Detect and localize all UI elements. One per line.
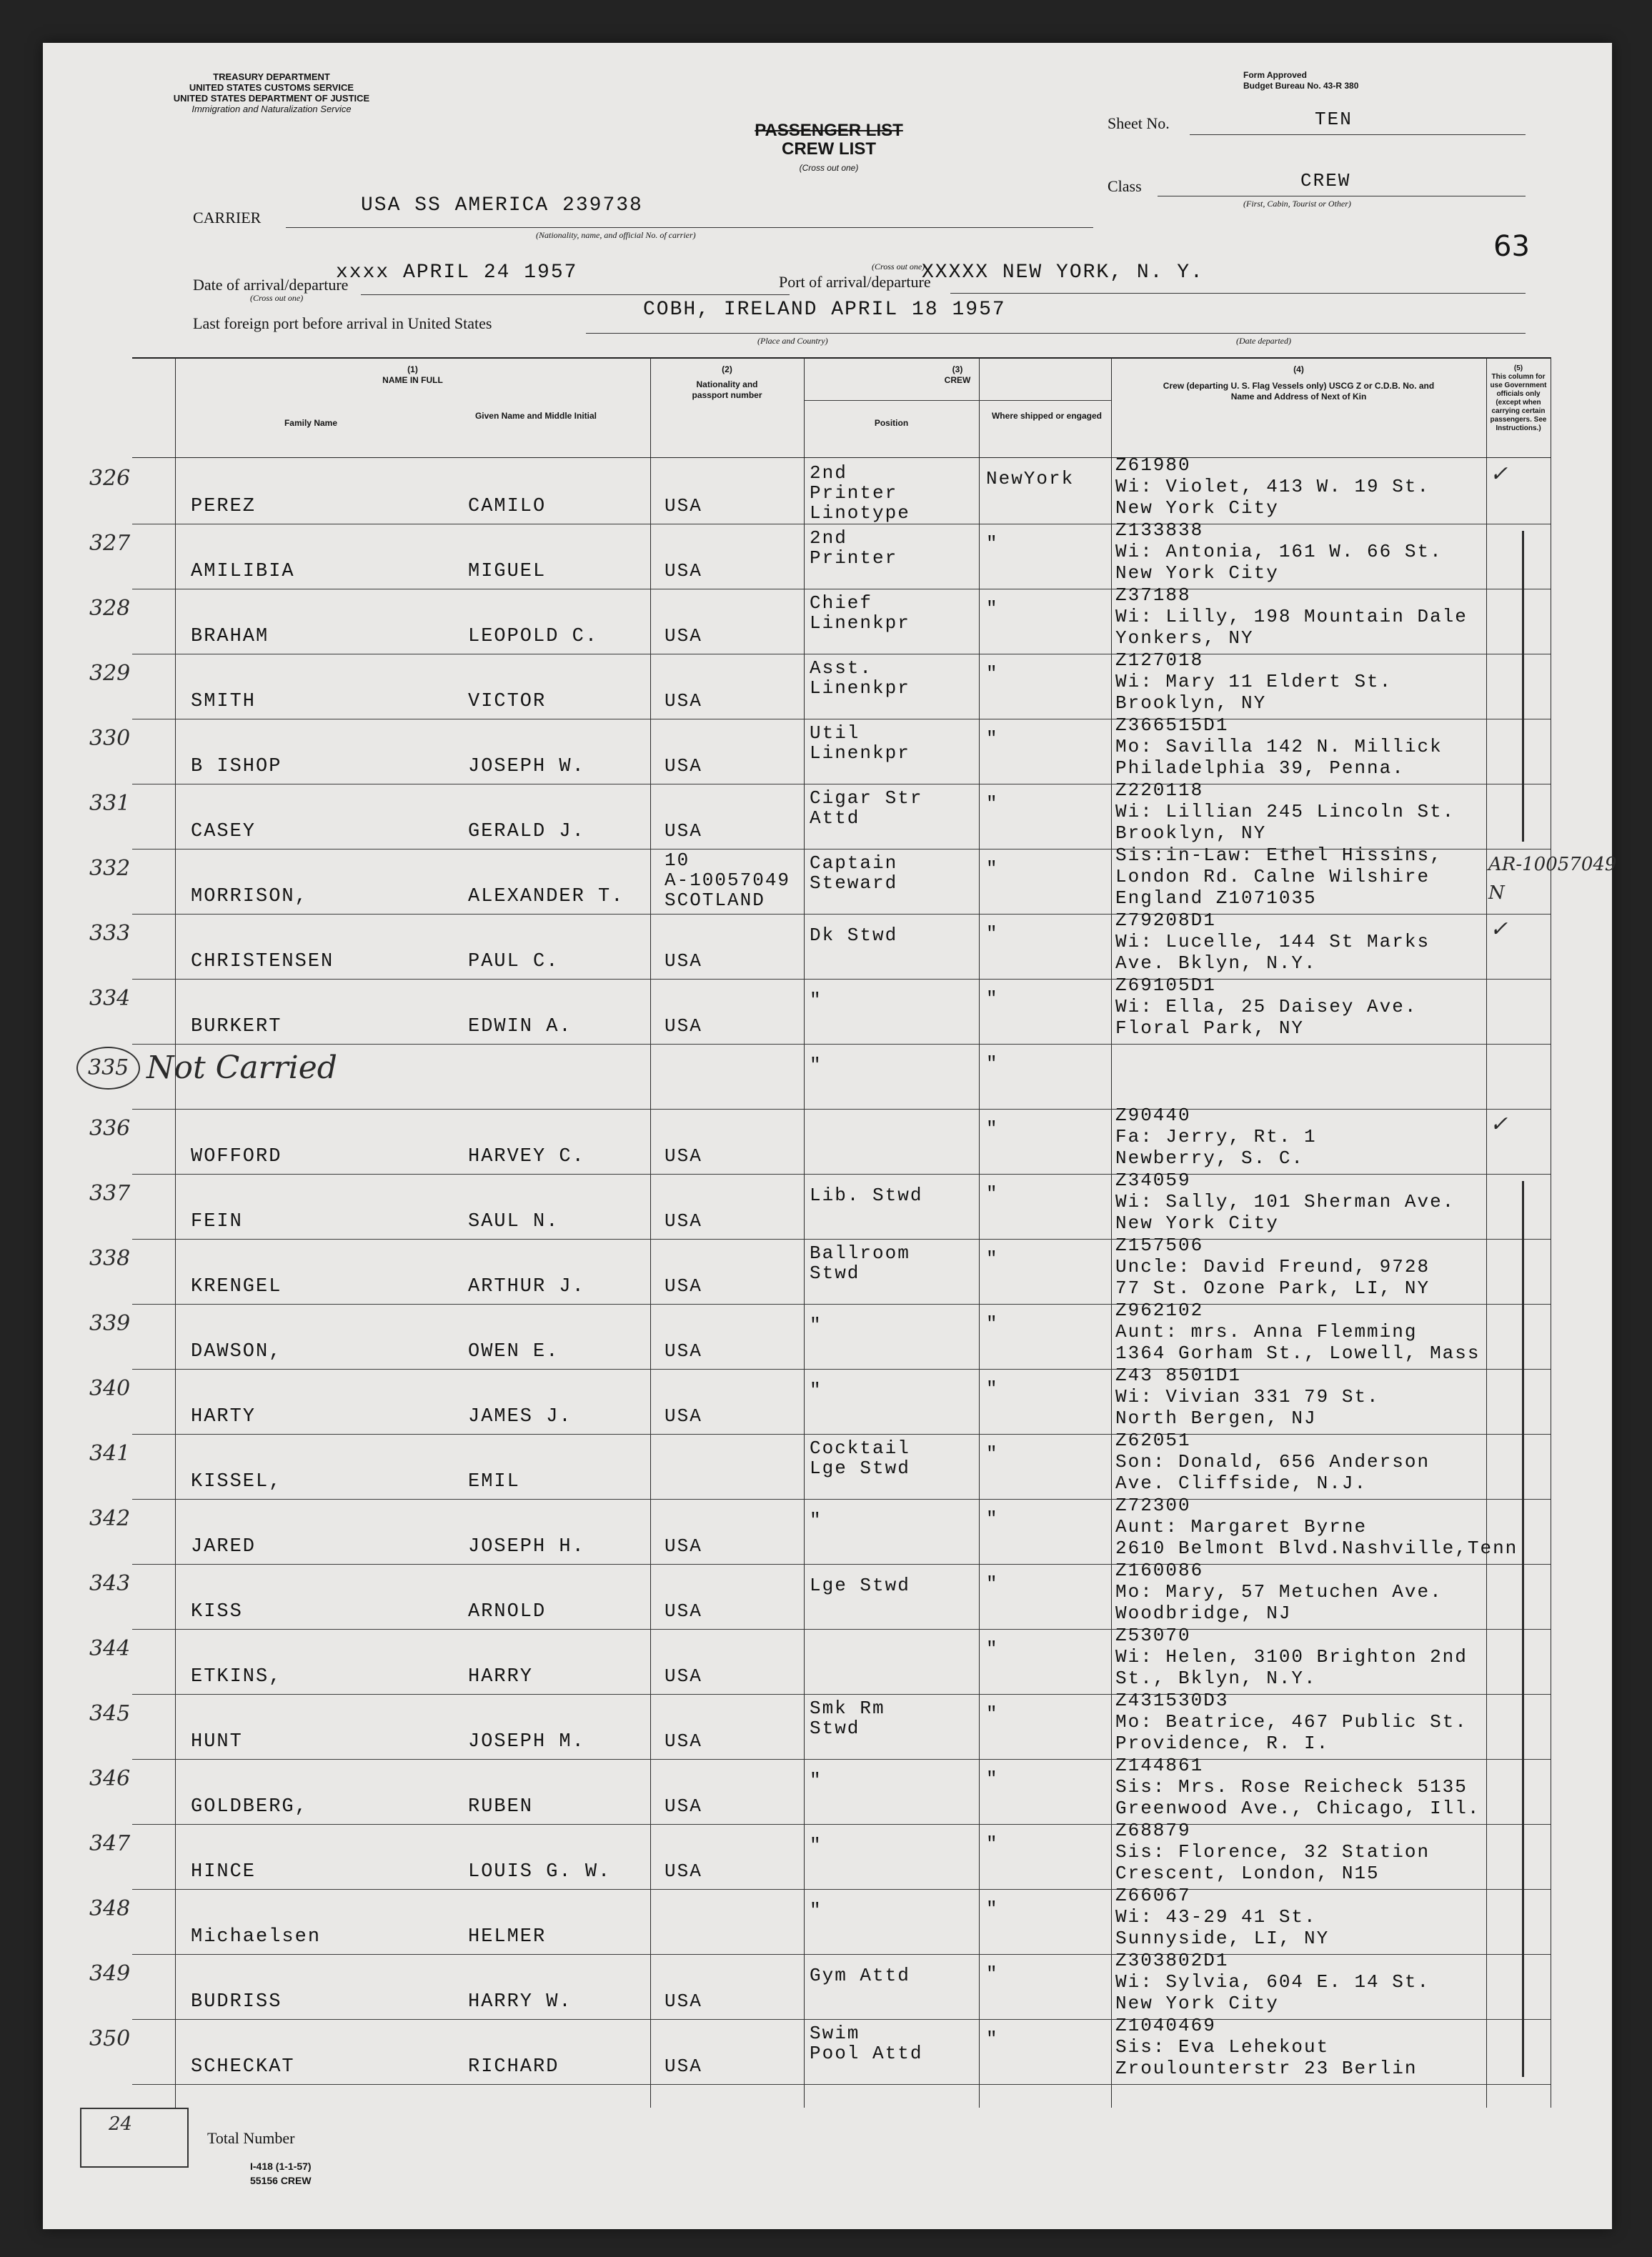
position: Smk Rm Stwd <box>810 1698 885 1739</box>
given-name: EMIL <box>468 1471 520 1493</box>
shipped-place: " <box>986 1248 999 1270</box>
next-of-kin: Z431530D3 Mo: Beatrice, 467 Public St. Providence, R. I. <box>1115 1690 1468 1754</box>
next-of-kin: Z61980 Wi: Violet, 413 W. 19 St. New York City <box>1115 454 1430 519</box>
next-of-kin: Z34059 Wi: Sally, 101 Sherman Ave. New York City <box>1115 1170 1456 1234</box>
nationality: USA <box>665 2056 702 2077</box>
given-name: OWEN E. <box>468 1341 559 1362</box>
col3-title: CREW <box>944 375 971 385</box>
row-number: 332 <box>89 856 131 881</box>
next-of-kin: Z72300 Aunt: Margaret Byrne 2610 Belmont Blvd.Nashville,Tenn <box>1115 1495 1518 1559</box>
given-name: LOUIS G. W. <box>468 1861 612 1883</box>
shipped-place: " <box>986 1833 999 1855</box>
next-of-kin: Z66067 Wi: 43-29 41 St. Sunnyside, LI, NY <box>1115 1885 1330 1949</box>
row-number: 349 <box>89 1961 131 1986</box>
next-of-kin: Z43 8501D1 Wi: Vivian 331 79 St. North Bergen, NJ <box>1115 1365 1380 1429</box>
given-name: MIGUEL <box>468 561 547 582</box>
position: Chief Linenkpr <box>810 592 910 634</box>
port-label: Port of arrival/departure <box>779 273 931 291</box>
given-name: HARVEY C. <box>468 1146 585 1167</box>
family-name: SCHECKAT <box>191 2056 295 2078</box>
shipped-place: " <box>986 533 999 554</box>
next-of-kin: Z303802D1 Wi: Sylvia, 604 E. 14 St. New York City <box>1115 1950 1430 2014</box>
row-rule <box>132 1044 1551 1045</box>
shipped-place: " <box>986 1638 999 1660</box>
shipped-place: " <box>986 1703 999 1725</box>
agency-line: Immigration and Naturalization Service <box>191 104 352 114</box>
shipped-header: Where shipped or engaged <box>991 411 1103 421</box>
position: Util Linenkpr <box>810 722 910 764</box>
nationality: USA <box>665 1535 702 1557</box>
given-name: PAUL C. <box>468 951 559 972</box>
col2-header <box>650 364 804 401</box>
next-of-kin: Sis:in-Law: Ethel Hissins, London Rd. Calne Wilshire England Z1071035 <box>1115 844 1443 909</box>
class-label: Class <box>1108 177 1142 195</box>
total-label: Total Number <box>207 2129 295 2147</box>
position: Cocktail Lge Stwd <box>810 1438 910 1479</box>
crew-subrule <box>804 400 1111 401</box>
last-port-value: COBH, IRELAND APRIL 18 1957 <box>643 299 1006 321</box>
class-note: (First, Cabin, Tourist or Other) <box>1243 199 1351 209</box>
col1-num: (1) <box>407 364 418 374</box>
nationality: USA <box>665 1405 702 1427</box>
family-name: SMITH <box>191 691 257 712</box>
shipped-place: " <box>986 988 999 1010</box>
table-top-rule <box>132 357 1551 359</box>
last-port-underline <box>586 333 1526 334</box>
family-name: KRENGEL <box>191 1276 282 1297</box>
carrier-underline <box>286 227 1093 228</box>
next-of-kin: Z90440 Fa: Jerry, Rt. 1 Newberry, S. C. <box>1115 1105 1317 1169</box>
date-note: (Cross out one) <box>250 293 304 303</box>
row-number: 327 <box>89 531 131 556</box>
given-name: EDWIN A. <box>468 1016 572 1037</box>
family-name: AMILIBIA <box>191 561 295 582</box>
position-header: Position <box>874 418 909 428</box>
nationality: USA <box>665 820 702 842</box>
shipped-place: " <box>986 858 999 880</box>
shipped-place: " <box>986 598 999 619</box>
col-rule <box>650 357 651 2108</box>
family-header: Family Name <box>284 418 338 428</box>
nationality: USA <box>665 1145 702 1167</box>
carrier-label: CARRIER <box>193 209 262 226</box>
shipped-place: " <box>986 2028 999 2050</box>
nationality: USA <box>665 1600 702 1622</box>
sheet-label: Sheet No. <box>1108 114 1170 132</box>
nationality: USA <box>665 950 702 972</box>
row-rule <box>132 1889 1551 1890</box>
sheet-underline <box>1190 134 1526 135</box>
position: Lge Stwd <box>810 1575 910 1596</box>
next-of-kin: Z62051 Son: Donald, 656 Anderson Ave. Cliffside, N.J. <box>1115 1430 1430 1494</box>
official-check-mark: AR-10057049 N <box>1488 854 1617 904</box>
family-name: PEREZ <box>191 496 257 517</box>
row-number: 333 <box>89 921 131 946</box>
nationality: 10 A-10057049 SCOTLAND <box>665 850 791 911</box>
col2-title: Nationality and passport number <box>692 379 762 400</box>
col5-num: (5) <box>1513 364 1523 372</box>
row-rule <box>132 2084 1551 2085</box>
row-number: 331 <box>89 791 131 816</box>
position: Lib. Stwd <box>810 1185 923 1206</box>
position: Gym Attd <box>810 1965 910 1986</box>
total-box <box>80 2108 189 2168</box>
shipped-place: NewYork <box>986 468 1075 489</box>
next-of-kin: Z220118 Wi: Lillian 245 Lincoln St. Brooklyn, NY <box>1115 779 1456 844</box>
given-name: ARTHUR J. <box>468 1276 585 1297</box>
family-name: HINCE <box>191 1861 257 1883</box>
crew-table <box>88 357 1617 2108</box>
col2-num: (2) <box>722 364 732 374</box>
given-name: ARNOLD <box>468 1601 547 1623</box>
col-rule <box>1111 357 1112 2108</box>
next-of-kin: Z68879 Sis: Florence, 32 Station Crescent, London, N15 <box>1115 1820 1430 1884</box>
shipped-place: " <box>986 1508 999 1530</box>
shipped-place: " <box>986 1443 999 1465</box>
carrier-note: (Nationality, name, and official No. of carrier) <box>536 230 696 240</box>
family-name: B ISHOP <box>191 756 282 777</box>
family-name: GOLDBERG, <box>191 1796 308 1818</box>
family-name: MORRISON, <box>191 886 308 907</box>
row-number: 338 <box>89 1246 131 1271</box>
shipped-place: " <box>986 1118 999 1140</box>
next-of-kin: Z127018 Wi: Mary 11 Eldert St. Brooklyn, NY <box>1115 649 1393 714</box>
col5-title: This column for use Government officials only (except when carrying certain passengers. See Instructions.) <box>1490 373 1547 432</box>
position: 2nd Printer <box>810 527 898 569</box>
manifest-sheet <box>43 43 1617 2229</box>
position: Dk Stwd <box>810 925 898 946</box>
given-name: JOSEPH M. <box>468 1731 585 1753</box>
col-rule <box>1486 357 1487 2108</box>
row-number: 326 <box>89 466 131 491</box>
col1-header <box>175 364 650 386</box>
row-number: 342 <box>89 1506 131 1531</box>
next-of-kin: Z157506 Uncle: David Freund, 9728 77 St. Ozone Park, LI, NY <box>1115 1235 1430 1299</box>
family-name: WOFFORD <box>191 1146 282 1167</box>
given-name: JOSEPH W. <box>468 756 585 777</box>
row-number: 346 <box>89 1766 131 1791</box>
shipped-place: " <box>986 1378 999 1400</box>
nationality: USA <box>665 1795 702 1817</box>
row-number: 343 <box>89 1571 131 1596</box>
family-name: FEIN <box>191 1211 243 1232</box>
row-number: 345 <box>89 1701 131 1726</box>
official-check-mark: ✓ <box>1490 462 1508 487</box>
position: Asst. Linenkpr <box>810 657 910 699</box>
form-approved-line: Budget Bureau No. 43-R 380 <box>1243 81 1359 91</box>
row-number: 348 <box>89 1896 131 1921</box>
agency-line: TREASURY DEPARTMENT <box>213 71 330 82</box>
col-rule <box>804 357 805 2108</box>
given-name: HELMER <box>468 1926 547 1948</box>
next-of-kin: Z53070 Wi: Helen, 3100 Brighton 2nd St., Bklyn, N.Y. <box>1115 1625 1468 1689</box>
row-number: 340 <box>89 1376 131 1401</box>
agency-line: UNITED STATES DEPARTMENT OF JUSTICE <box>173 93 370 104</box>
nationality: USA <box>665 690 702 712</box>
row-number: 330 <box>89 726 131 751</box>
crew-list-title: CREW LIST <box>782 139 876 159</box>
port-underline <box>950 293 1526 294</box>
position: Ballroom Stwd <box>810 1242 910 1284</box>
given-name: JAMES J. <box>468 1406 572 1428</box>
family-name: BURKERT <box>191 1016 282 1037</box>
next-of-kin: Z366515D1 Mo: Savilla 142 N. Millick Philadelphia 39, Penna. <box>1115 714 1443 779</box>
shipped-place: " <box>986 1573 999 1595</box>
next-of-kin: Z1040469 Sis: Eva Lehekout Zroulounterstr 23 Berlin <box>1115 2015 1418 2079</box>
family-name: BUDRISS <box>191 1991 282 2013</box>
shipped-place: " <box>986 728 999 749</box>
nationality: USA <box>665 560 702 582</box>
nationality: USA <box>665 1860 702 1882</box>
family-name: CASEY <box>191 821 257 842</box>
row-number: 337 <box>89 1181 131 1206</box>
place-note: (Place and Country) <box>757 336 828 346</box>
family-name: BRAHAM <box>191 626 269 647</box>
row-number: 335 <box>76 1047 140 1090</box>
given-name: SAUL N. <box>468 1211 559 1232</box>
position: " <box>810 1315 822 1336</box>
port-value: XXXXX NEW YORK, N. Y. <box>922 261 1204 284</box>
given-name: CAMILO <box>468 496 547 517</box>
col4-title: Crew (departing U. S. Flag Vessels only) USCG Z or C.D.B. No. and Name and Address of Next of Kin <box>1163 381 1435 402</box>
nationality: USA <box>665 1730 702 1752</box>
shipped-place: " <box>986 1898 999 1920</box>
crew-code: 55156 CREW <box>250 2175 312 2186</box>
col-rule <box>175 357 176 2108</box>
next-of-kin: Z133838 Wi: Antonia, 161 W. 66 St. New York City <box>1115 519 1443 584</box>
nationality: USA <box>665 1991 702 2012</box>
list-title <box>686 121 972 177</box>
given-name: JOSEPH H. <box>468 1536 585 1558</box>
col5-header <box>1488 364 1549 433</box>
official-line-mark <box>1522 1181 1524 2077</box>
row-number: 344 <box>89 1636 131 1661</box>
form-approved-line: Form Approved <box>1243 70 1307 80</box>
nationality: USA <box>665 1665 702 1687</box>
row-number: 328 <box>89 596 131 621</box>
family-name: Michaelsen <box>191 1926 322 1948</box>
carrier-value: USA SS AMERICA 239738 <box>361 194 643 216</box>
last-port-label: Last foreign port before arrival in United States <box>193 314 492 332</box>
class-value: CREW <box>1300 170 1351 191</box>
col4-header <box>1111 364 1486 402</box>
given-name: GERALD J. <box>468 821 585 842</box>
row-number: 350 <box>89 2026 131 2051</box>
nationality: USA <box>665 1015 702 1037</box>
shipped-place: " <box>986 923 999 945</box>
col1-title: NAME IN FULL <box>382 375 443 385</box>
row-number: 339 <box>89 1311 131 1336</box>
position: " <box>810 1770 822 1791</box>
next-of-kin: Z37188 Wi: Lilly, 198 Mountain Dale Yonkers, NY <box>1115 584 1468 649</box>
position: " <box>810 1900 822 1921</box>
family-name: KISSEL, <box>191 1471 282 1493</box>
port-note: (Cross out one) <box>872 261 925 271</box>
date-underline <box>361 294 790 295</box>
given-name: LEOPOLD C. <box>468 626 599 647</box>
form-id: I-418 (1-1-57) <box>250 2161 312 2172</box>
col3-num: (3) <box>952 364 963 374</box>
nationality: USA <box>665 495 702 517</box>
position: " <box>810 1055 822 1076</box>
official-line-mark <box>1522 531 1524 842</box>
row-number: 347 <box>89 1831 131 1856</box>
family-name: JARED <box>191 1536 257 1558</box>
given-name: ALEXANDER T. <box>468 886 625 907</box>
nationality: USA <box>665 755 702 777</box>
family-name: CHRISTENSEN <box>191 951 334 972</box>
col4-num: (4) <box>1293 364 1304 374</box>
position: Swim Pool Attd <box>810 2023 923 2064</box>
shipped-place: " <box>986 663 999 684</box>
shipped-place: " <box>986 793 999 814</box>
family-name: HARTY <box>191 1406 257 1428</box>
agency-block <box>107 71 436 114</box>
shipped-place: " <box>986 1053 999 1075</box>
position: Cigar Str Attd <box>810 787 923 829</box>
position: Captain Steward <box>810 852 898 894</box>
row-rule <box>132 1109 1551 1110</box>
row-number: 336 <box>89 1116 131 1141</box>
position: 2nd Printer Linotype <box>810 462 910 524</box>
not-carried-note: Not Carried <box>146 1050 337 1086</box>
official-check-mark: ✓ <box>1490 1112 1508 1137</box>
position: " <box>810 1835 822 1856</box>
col3-header <box>804 364 1111 386</box>
date-label: Date of arrival/departure <box>193 276 349 294</box>
col-rule <box>979 357 980 2108</box>
nationality: USA <box>665 1340 702 1362</box>
given-name: HARRY <box>468 1666 534 1688</box>
total-value: 24 <box>109 2113 133 2135</box>
next-of-kin: Z962102 Aunt: mrs. Anna Flemming 1364 Gorham St., Lowell, Mass <box>1115 1300 1481 1364</box>
shipped-place: " <box>986 1963 999 1985</box>
date-value: xxxx APRIL 24 1957 <box>336 261 578 284</box>
position: " <box>810 1510 822 1531</box>
row-number: 341 <box>89 1441 131 1466</box>
given-name: RUBEN <box>468 1796 534 1818</box>
family-name: DAWSON, <box>191 1341 282 1362</box>
shipped-place: " <box>986 1313 999 1335</box>
given-name: VICTOR <box>468 691 547 712</box>
cross-out-note: (Cross out one) <box>799 163 859 173</box>
nationality: USA <box>665 625 702 647</box>
position: " <box>810 990 822 1011</box>
family-name: HUNT <box>191 1731 243 1753</box>
shipped-place: " <box>986 1183 999 1205</box>
shipped-place: " <box>986 1768 999 1790</box>
next-of-kin: Z69105D1 Wi: Ella, 25 Daisey Ave. Floral Park, NY <box>1115 975 1418 1039</box>
sheet-value: TEN <box>1315 109 1353 130</box>
row-number: 334 <box>89 986 131 1011</box>
given-name: HARRY W. <box>468 1991 572 2013</box>
family-name: ETKINS, <box>191 1666 282 1688</box>
form-approved <box>1243 70 1358 91</box>
agency-line: UNITED STATES CUSTOMS SERVICE <box>189 82 354 93</box>
passenger-list-struck: PASSENGER LIST <box>755 121 903 140</box>
family-name: KISS <box>191 1601 243 1623</box>
next-of-kin: Z79208D1 Wi: Lucelle, 144 St Marks Ave. Bklyn, N.Y. <box>1115 910 1430 974</box>
position: " <box>810 1380 822 1401</box>
next-of-kin: Z160086 Mo: Mary, 57 Metuchen Ave. Woodbridge, NJ <box>1115 1560 1443 1624</box>
date-departed-note: (Date departed) <box>1236 336 1291 346</box>
next-of-kin: Z144861 Sis: Mrs. Rose Reicheck 5135 Greenwood Ave., Chicago, Ill. <box>1115 1755 1481 1819</box>
official-check-mark: ✓ <box>1490 917 1508 942</box>
nationality: USA <box>665 1275 702 1297</box>
row-number: 329 <box>89 661 131 686</box>
given-name: RICHARD <box>468 2056 559 2078</box>
page-number: 63 <box>1493 230 1530 263</box>
given-header: Given Name and Middle Initial <box>474 411 597 421</box>
nationality: USA <box>665 1210 702 1232</box>
